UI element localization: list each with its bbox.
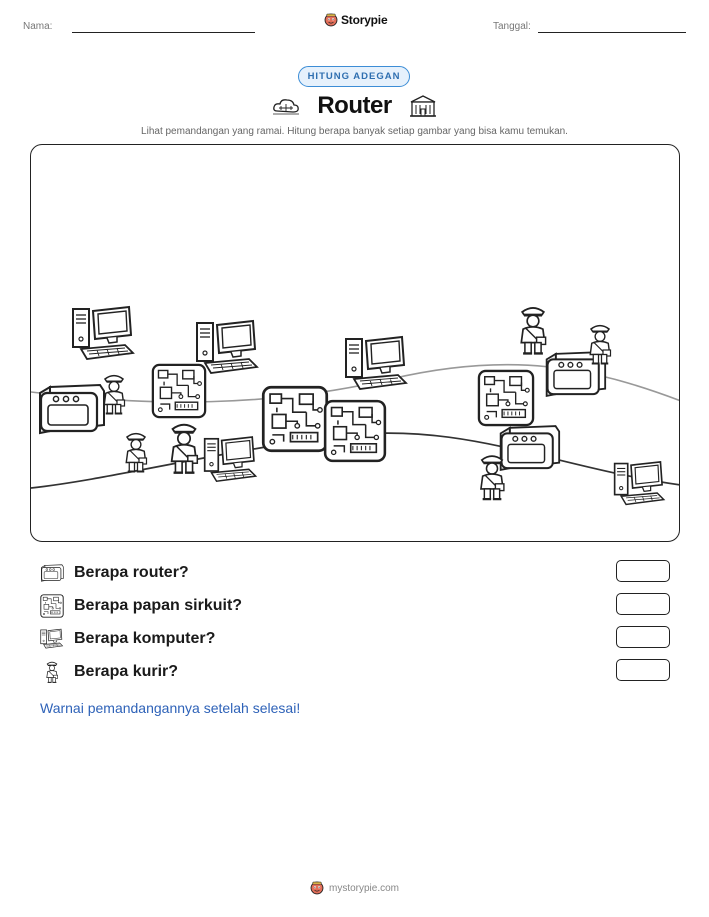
brand-logo	[324, 13, 387, 27]
question-text: Berapa papan sirkuit?	[74, 597, 243, 614]
storypie-mascot-icon	[324, 13, 338, 27]
computer-icon	[205, 437, 256, 481]
courier-icon	[481, 456, 504, 499]
question-courier	[40, 659, 670, 685]
answer-box-router[interactable]	[616, 560, 670, 582]
storypie-mascot-icon	[310, 881, 324, 895]
circuit-board-icon	[40, 594, 64, 618]
router-icon	[40, 385, 104, 433]
question-text: Berapa router?	[74, 564, 189, 581]
courier-icon	[172, 425, 198, 473]
network-cloud-icon	[271, 95, 301, 117]
courier-icon	[40, 660, 64, 684]
computer-icon	[40, 627, 64, 651]
question-computer	[40, 626, 670, 652]
date-line[interactable]	[538, 32, 686, 33]
computer-icon	[346, 337, 406, 389]
footer	[0, 881, 709, 895]
router-icon	[501, 426, 560, 470]
router-icon	[40, 561, 64, 585]
courier-icon	[521, 308, 545, 353]
counting-scene[interactable]	[30, 144, 680, 542]
computer-icon	[197, 321, 257, 373]
scene-illustration	[31, 145, 680, 542]
answer-box-circuit-board[interactable]	[616, 593, 670, 615]
answer-box-computer[interactable]	[616, 626, 670, 648]
question-circuit-board	[40, 593, 670, 619]
circuit-board-icon	[263, 387, 326, 450]
name-label: Nama:	[23, 21, 53, 32]
circuit-board-icon	[153, 365, 205, 417]
courier-icon	[126, 434, 146, 472]
instructions: Lihat pemandangan yang ramai. Hitung berapa banyak setiap gambar yang bisa kamu temukan.	[141, 126, 568, 137]
title-row	[0, 92, 709, 120]
name-line[interactable]	[72, 32, 255, 33]
coloring-note: Warnai pemandangannya setelah selesai!	[40, 700, 301, 716]
building-icon	[408, 94, 438, 118]
question-router	[40, 560, 670, 586]
circuit-board-icon	[325, 401, 385, 461]
courier-icon	[104, 376, 124, 414]
question-text: Berapa komputer?	[74, 630, 216, 647]
computer-icon	[615, 462, 664, 505]
question-text: Berapa kurir?	[74, 663, 179, 680]
page-title: Router	[317, 92, 392, 119]
footer-url[interactable]: mystorypie.com	[328, 882, 399, 894]
date-label: Tanggal:	[493, 21, 531, 32]
answer-box-courier[interactable]	[616, 659, 670, 681]
activity-badge: HITUNG ADEGAN	[298, 66, 410, 87]
computer-icon	[73, 307, 133, 359]
brand-name: Storypie	[341, 13, 388, 27]
circuit-board-icon	[479, 371, 533, 425]
